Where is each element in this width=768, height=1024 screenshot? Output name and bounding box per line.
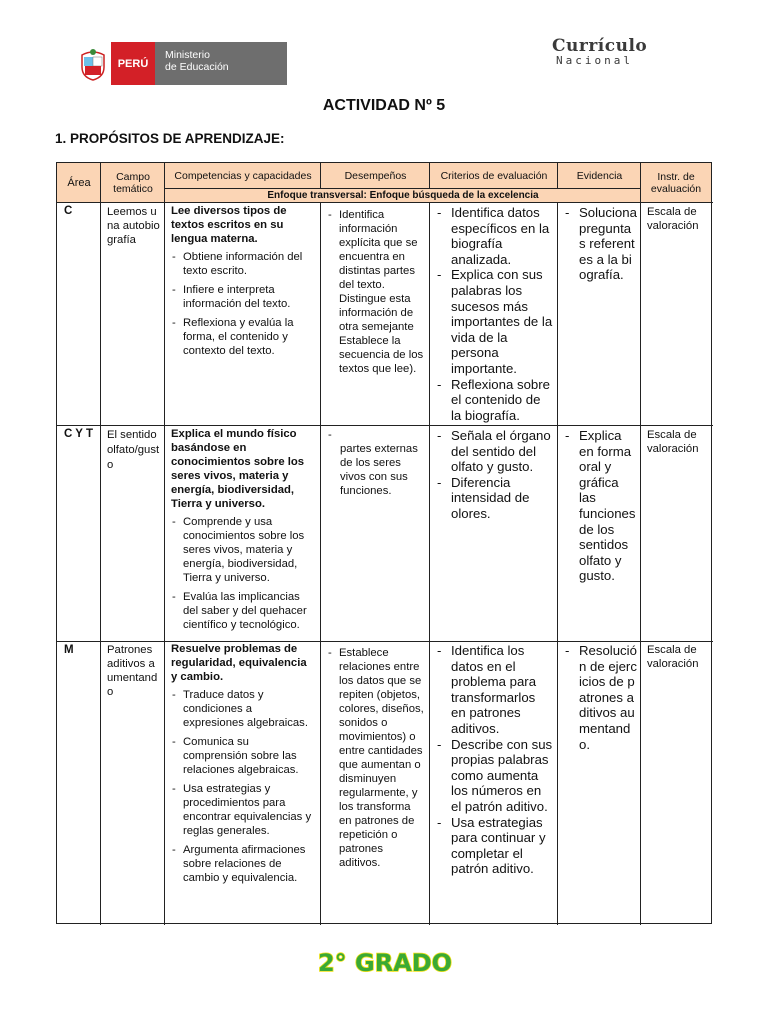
list-item: - Argumenta afirmaciones sobre relaciones de cambio y equivalencia. [171,843,316,885]
coat-of-arms-icon [75,42,111,85]
row3-campo: Patrones aditivos aumentando [107,644,158,698]
row3-evidencia [558,642,641,752]
header-desempenos: Desempeños [321,163,430,189]
row2-campo: El sentido olfato/gusto [107,429,160,471]
row2-criterios [430,427,557,522]
row2-competencia [165,426,320,637]
row3-area: M [64,644,74,656]
list-item: - Reflexiona sobre el contenido de la biografía. [436,377,553,424]
list-item: - Identifica información explícita que se encuentra en distintas partes del texto. Distingue esta información de otra semejante Establece la secuencia de los textos que lee). [327,208,426,376]
curriculo-nacional-logo [552,36,662,80]
row1-criterios [430,204,557,423]
list-item: - Explica en forma oral y gráfica las funciones de los sentidos olfato y gusto. [564,428,637,584]
list-item: - Comunica su comprensión sobre las relaciones algebraicas. [171,735,316,777]
row2-capacidades [171,515,316,632]
list-item: - Usa estrategias para continuar y completar el patrón aditivo. [436,815,553,877]
curriculo-line2: Nacional [556,54,633,67]
row2-instr: Escala de valoración [647,429,699,455]
row2-competencia-title: Explica el mundo físico basándose en conocimientos sobre los seres vivos, materia y energía, biodiversidad, Tierra y universo. [171,428,305,510]
header-criterios: Criterios de evaluación [430,163,558,189]
document-title: ACTIVIDAD Nº 5 [322,97,446,114]
list-item: - Traduce datos y condiciones a expresiones algebraicas. [171,688,316,730]
list-item: - Identifica datos específicos en la biografía analizada. [436,205,553,267]
row1-instr: Escala de valoración [647,206,699,232]
header-instr: Instr. de evaluación [641,163,711,202]
list-item: - Comprende y usa conocimientos sobre los seres vivos, materia y energía, biodiversidad, Tierra y universo. [171,515,316,585]
row2-desempeno-dash: - [328,429,332,441]
row1-competencia-title: Lee diversos tipos de textos escritos en su lengua materna. [171,205,287,245]
row1-desempeno [321,207,430,376]
curriculo-line1: Currículo [552,36,648,56]
grade-badge [317,942,453,982]
peru-label: PERÚ [111,42,155,85]
learning-purposes-table [56,162,712,924]
row1-campo: Leemos una autobiografía [107,206,160,246]
ministry-line2: de Educación [165,61,229,73]
ministry-line1: Ministerio [165,49,210,61]
row3-competencia-title: Resuelve problemas de regularidad, equivalencia y cambio. [171,643,307,683]
list-item: - Evalúa las implicancias del saber y del quehacer científico y tecnológico. [171,590,316,632]
row3-competencia [165,641,320,890]
header-campo: Campo temático [101,163,165,202]
list-item: - Obtiene información del texto escrito. [171,250,316,278]
row3-desempeno [321,645,430,870]
list-item: - Describe con sus propias palabras como aumenta los números en el patrón aditivo. [436,737,553,815]
row3-instr: Escala de valoración [647,644,699,670]
list-item: - Soluciona preguntas referentes a la biografía. [564,205,637,283]
row2-desempeno [321,427,430,498]
section-title: 1. PROPÓSITOS DE APRENDIZAJE: [55,131,285,146]
list-item: - Usa estrategias y procedimientos para encontrar equivalencias y reglas generales. [171,782,316,838]
header-competencias: Competencias y capacidades [165,163,321,189]
header-area: Área [57,163,101,202]
ministry-label [155,42,287,85]
row3-criterios [430,642,557,877]
list-item: - Identifica los datos en el problema para transformarlos en patrones aditivos. [436,643,553,737]
list-item: - Infiere e interpreta información del texto. [171,283,316,311]
list-item: - Resolución de ejercicios de patrones aditivos aumentando. [564,643,637,752]
list-item: - Establece relaciones entre los datos que se repiten (objetos, colores, diseños, sonidos o movimientos) o entre cantidades que aumentan o disminuyen regularmente, y los transforma en patrones de repetición o patrones aditivos. [327,646,426,870]
row1-capacidades [171,250,316,358]
list-item: - Diferencia intensidad de olores. [436,475,553,522]
row2-area: C Y T [64,428,93,440]
minedu-logo [75,42,287,85]
header-evidencia: Evidencia [558,163,641,189]
grade-text: 2° GRADO [317,949,453,977]
row3-capacidades [171,688,316,885]
header-enfoque: Enfoque transversal: Enfoque búsqueda de la excelencia [165,189,641,202]
row2-evidencia [558,427,641,584]
row1-competencia [165,203,320,363]
row1-evidencia [558,204,641,283]
list-item: - Reflexiona y evalúa la forma, el contenido y contexto del texto. [171,316,316,358]
row1-area: C [64,205,73,217]
list-item: - Explica con sus palabras los sucesos más importantes de la vida de la persona importante. [436,267,553,376]
row2-desempeno-text: partes externas de los seres vivos con sus funciones. [340,443,418,497]
list-item: - Señala el órgano del sentido del olfato y gusto. [436,428,553,475]
